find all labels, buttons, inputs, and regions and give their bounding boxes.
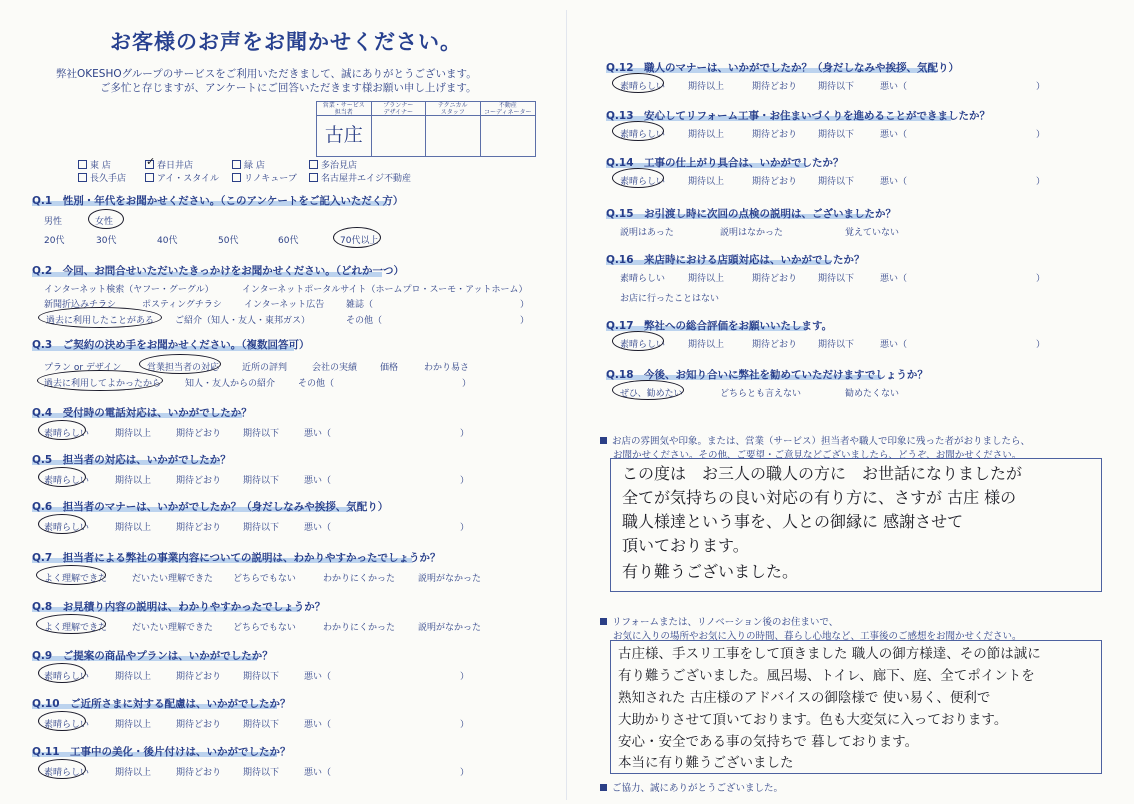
option[interactable]: 期待以下: [243, 768, 280, 778]
comment1-line: 職人様達という事を、人との御縁に 感謝させて: [622, 512, 964, 531]
option[interactable]: プラン or デザイン: [44, 363, 122, 373]
option[interactable]: 期待以上: [688, 130, 725, 140]
option-selected[interactable]: 70代以上: [340, 236, 379, 246]
question-q11: Q.11 工事中の美化・後片付けは、いかがでしたか？: [32, 746, 291, 758]
store-option[interactable]: ✓ 春日井店: [146, 155, 194, 171]
option[interactable]: 悪い（: [304, 523, 332, 533]
option: ）: [1036, 82, 1046, 92]
option[interactable]: 価格: [380, 363, 399, 373]
selection-circle: [612, 331, 664, 351]
option[interactable]: 期待どおり: [752, 274, 798, 284]
checkbox[interactable]: [232, 160, 241, 169]
option[interactable]: 期待どおり: [176, 476, 222, 486]
checkbox[interactable]: [78, 173, 87, 182]
comment2-prompt: リフォームまたは、リノベーション後のお住まいで、: [600, 614, 838, 628]
option-selected[interactable]: 素晴らしい: [44, 523, 90, 533]
comment1-prompt-2: お聞かせください。その他、ご要望・ご意見などございましたら、どうぞ、お聞かせください。: [613, 450, 1022, 461]
option: ）: [1036, 340, 1046, 350]
selection-circle: [612, 380, 684, 400]
footer-thanks: ご協力、誠にありがとうございました。: [600, 780, 783, 794]
option: ）: [460, 429, 470, 439]
option-selected[interactable]: 素晴らしい: [44, 672, 90, 682]
option[interactable]: 期待以上: [115, 720, 152, 730]
option-selected[interactable]: 素晴らしい: [620, 274, 666, 284]
question-q16: Q.16 来店時における店頭対応は、いかがでしたか？: [606, 254, 865, 266]
question-q15: Q.15 お引渡し時に次回の点検の説明は、ございましたか？: [606, 208, 897, 220]
option[interactable]: 説明がなかった: [418, 574, 482, 584]
question-q2: Q.2 今回、お問合せいただいたきっかけをお聞かせください。（どれか一つ）: [32, 265, 404, 277]
option[interactable]: ご紹介（知人・友人・東邦ガス）: [175, 316, 311, 326]
staff-header: テクニカル スタッフ: [426, 102, 481, 116]
option[interactable]: 期待以下: [243, 523, 280, 533]
option[interactable]: 知人・友人からの紹介: [185, 379, 276, 389]
option[interactable]: 勧めたくない: [845, 389, 900, 399]
selection-circle: [38, 711, 86, 731]
option[interactable]: 会社の実績: [312, 363, 358, 373]
checkbox[interactable]: [78, 160, 87, 169]
option[interactable]: 期待どおり: [176, 523, 222, 533]
question-q4: Q.4 受付時の電話対応は、いかがでしたか？: [32, 407, 252, 419]
option-selected[interactable]: 過去に利用してよかったから: [44, 379, 162, 389]
option: ）: [1036, 130, 1046, 140]
option[interactable]: 説明はなかった: [720, 228, 784, 238]
question-q5: Q.5 担当者の対応は、いかがでしたか？: [32, 454, 231, 466]
comment2-line: 熟知された 古庄様のアドバイスの御陰様で 使い易く、便利で: [618, 690, 991, 706]
staff-header: プランナー デザイナー: [372, 102, 427, 116]
option[interactable]: 20代: [44, 236, 65, 246]
option[interactable]: 説明はあった: [620, 228, 674, 238]
selection-circle: [38, 663, 86, 683]
question-q1: Q.1 性別・年代をお聞かせください。（このアンケートをご記入いただく方）: [32, 195, 404, 207]
selection-circle: [36, 565, 106, 585]
option[interactable]: 期待どおり: [176, 768, 222, 778]
comment1-line: 全てが気持ちの良い対応の有り方に、さすが 古庄 様の: [622, 488, 1017, 507]
option-selected[interactable]: 素晴らしい: [44, 429, 90, 439]
question-q6: Q.6 担当者のマナーは、いかがでしたか？（身だしなみや挨拶、気配り）: [32, 501, 389, 513]
selection-circle: [612, 73, 664, 93]
staff-header: 不動産 コーディネーター: [481, 102, 536, 116]
option: ）: [460, 476, 470, 486]
selection-circle: [38, 514, 86, 534]
option[interactable]: 悪い（: [304, 768, 332, 778]
option-selected[interactable]: 素晴らしい: [620, 340, 666, 350]
checkbox[interactable]: [309, 160, 318, 169]
option[interactable]: ポスティングチラシ: [142, 300, 222, 310]
option[interactable]: 悪い（: [304, 429, 332, 439]
option[interactable]: その他（: [298, 379, 335, 389]
option[interactable]: 期待以下: [818, 82, 855, 92]
option-selected[interactable]: 営業担当者の対応: [147, 363, 220, 373]
option[interactable]: だいたい理解できた: [132, 623, 214, 633]
comment1-line: 有り難うございました。: [622, 562, 799, 581]
option[interactable]: わかり易さ: [424, 363, 470, 373]
comment2-line: 大助かりさせて頂いております。色も大変気に入っております。: [618, 712, 1008, 728]
option[interactable]: 期待以下: [243, 476, 280, 486]
selection-circle: [36, 614, 106, 634]
option: ）: [460, 523, 470, 533]
option[interactable]: 覚えていない: [845, 228, 900, 238]
option: ）: [1036, 177, 1046, 187]
page-divider: [566, 10, 567, 800]
store-option[interactable]: 多治見店: [309, 158, 357, 171]
question-q17: Q.17 弊社への総合評価をお願いいたします。: [606, 320, 833, 332]
option[interactable]: 期待どおり: [176, 429, 222, 439]
option-selected[interactable]: 女性: [95, 217, 114, 227]
question-q9: Q.9 ご提案の商品やプランは、いかがでしたか？: [32, 650, 273, 662]
option-selected[interactable]: 過去に利用したことがある: [46, 316, 155, 326]
option[interactable]: 男性: [44, 217, 63, 227]
option[interactable]: 期待以上: [115, 476, 152, 486]
checkbox-checked[interactable]: ✓: [146, 155, 156, 168]
option-selected[interactable]: ぜひ、勧めたい: [620, 389, 683, 399]
checkbox[interactable]: [145, 173, 154, 182]
option[interactable]: 期待どおり: [752, 130, 798, 140]
option[interactable]: 説明がなかった: [418, 623, 482, 633]
option-selected[interactable]: 素晴らしい: [44, 476, 90, 486]
comment2-line: 本当に有り難うございました: [618, 755, 794, 771]
selection-circle: [38, 420, 86, 440]
option[interactable]: 期待以上: [688, 340, 725, 350]
option[interactable]: 50代: [218, 236, 239, 246]
selection-circle: [38, 759, 86, 779]
question-q8: Q.8 お見積り内容の説明は、わかりやすかったでしょうか？: [32, 601, 326, 613]
option[interactable]: 悪い（: [304, 672, 332, 682]
option[interactable]: インターネット広告: [244, 300, 325, 310]
option-selected[interactable]: 素晴らしい: [44, 720, 90, 730]
comment1-line: 頂いております。: [622, 536, 749, 555]
option[interactable]: 期待どおり: [752, 340, 798, 350]
checkbox[interactable]: [232, 173, 241, 182]
option[interactable]: 期待どおり: [176, 672, 222, 682]
option[interactable]: 期待どおり: [752, 82, 798, 92]
store-option[interactable]: 名古屋井エイジ不動産: [309, 171, 411, 184]
option[interactable]: 期待以下: [818, 340, 855, 350]
question-q7: Q.7 担当者による弊社の事業内容についての説明は、わかりやすかったでしょうか？: [32, 552, 441, 564]
option[interactable]: 期待以下: [243, 429, 280, 439]
option[interactable]: 悪い（: [304, 720, 332, 730]
option[interactable]: だいたい理解できた: [132, 574, 214, 584]
store-option[interactable]: 東 店: [78, 158, 111, 171]
option[interactable]: インターネットポータルサイト（ホームプロ・スーモ・アットホーム）: [242, 285, 528, 295]
option[interactable]: わかりにくかった: [323, 623, 396, 633]
comment1-prompt: お店の雰囲気や印象。または、営業（サービス）担当者や職人で印象に残った者がおりましたら、: [600, 433, 1030, 447]
option-selected[interactable]: 素晴らしい: [620, 82, 666, 92]
staff-header: 営業・サービス 担当者: [317, 102, 372, 116]
question-q12: Q.12 職人のマナーは、いかがでしたか？（身だしなみや挨拶、気配り）: [606, 62, 960, 74]
option: ）: [460, 720, 470, 730]
option-selected[interactable]: 素晴らしい: [44, 768, 90, 778]
option[interactable]: 期待どおり: [176, 720, 222, 730]
option[interactable]: お店に行ったことはない: [620, 294, 720, 304]
option[interactable]: 近所の評判: [242, 363, 288, 373]
option[interactable]: どちらでもない: [233, 623, 296, 633]
comment2-line: 有り難うございました。風呂場、トイレ、廊下、庭、全てポイントを: [618, 668, 1035, 684]
option[interactable]: 期待以上: [688, 177, 725, 187]
option[interactable]: 期待以下: [818, 274, 855, 284]
option[interactable]: 期待以上: [115, 523, 152, 533]
option[interactable]: どちらでもない: [233, 574, 296, 584]
option[interactable]: 悪い（: [880, 177, 908, 187]
option[interactable]: 期待以上: [688, 274, 725, 284]
option[interactable]: 期待以上: [115, 768, 152, 778]
option[interactable]: 期待以上: [115, 672, 152, 682]
staff-table: [316, 101, 536, 157]
option-selected[interactable]: よく理解できた: [44, 574, 108, 584]
option[interactable]: 悪い（: [880, 130, 908, 140]
option-selected[interactable]: よく理解できた: [44, 623, 108, 633]
question-q18: Q.18 今後、お知り合いに弊社を勧めていただけますでしょうか？: [606, 369, 928, 381]
option[interactable]: 期待どおり: [752, 177, 798, 187]
option: ）: [460, 672, 470, 682]
option[interactable]: 60代: [278, 236, 299, 246]
option: ）: [1036, 274, 1046, 284]
checkbox[interactable]: [309, 173, 318, 182]
page-title: お客様のお声をお聞かせください。: [110, 30, 462, 54]
intro-line-1: 弊社OKESHOグループのサービスをご利用いただきまして、誠にありがとうございます。: [56, 68, 477, 80]
store-option[interactable]: 緑 店: [232, 158, 265, 171]
comment2-line: 古庄様、手スリ工事をして頂きました 職人の御方様達、その節は誠に: [618, 646, 1041, 662]
store-option[interactable]: 長久手店: [78, 171, 126, 184]
option[interactable]: 悪い（: [304, 476, 332, 486]
store-option[interactable]: リノキューブ: [232, 171, 297, 184]
option[interactable]: 悪い（: [880, 274, 908, 284]
comment1-line: この度は お三人の職人の方に お世話になりましたが: [622, 464, 1023, 483]
comment2-line: 安心・安全である事の気持ちで 暮しております。: [618, 734, 919, 750]
intro-line-2: ご多忙と存じますが、アンケートにご回答いただきます様お願い申し上げます。: [100, 82, 477, 94]
option[interactable]: 期待以下: [243, 720, 280, 730]
comment2-prompt-2: お気に入りの場所やお気に入りの時間、暮らし心地など、工事後のご感想をお聞かせください。: [613, 631, 1022, 642]
selection-circle: [612, 121, 664, 141]
question-q3: Q.3 ご契約の決め手をお聞かせください。（複数回答可）: [32, 339, 310, 351]
question-q13: Q.13 安心してリフォーム工事・お住まいづくりを進めることができましたか？: [606, 110, 991, 122]
option[interactable]: 期待以上: [688, 82, 725, 92]
option[interactable]: インターネット検索（ヤフー・グーグル）: [44, 285, 214, 295]
option-selected[interactable]: 素晴らしい: [620, 130, 666, 140]
option[interactable]: 悪い（: [880, 82, 908, 92]
option[interactable]: 新聞折込みチラシ: [44, 300, 117, 310]
option[interactable]: その他（: [346, 316, 383, 326]
selection-circle: [38, 467, 86, 487]
staff-value[interactable]: [426, 116, 481, 156]
question-q10: Q.10 ご近所さまに対する配慮は、いかがでしたか？: [32, 698, 291, 710]
option[interactable]: 期待以下: [818, 130, 855, 140]
staff-value-sales[interactable]: 古庄: [317, 116, 372, 156]
option[interactable]: 雑誌（: [346, 300, 374, 310]
store-option[interactable]: アイ・スタイル: [145, 171, 219, 184]
option[interactable]: どちらとも言えない: [720, 389, 802, 399]
option[interactable]: 期待以下: [818, 177, 855, 187]
option[interactable]: わかりにくかった: [323, 574, 396, 584]
option[interactable]: 40代: [157, 236, 178, 246]
option[interactable]: 30代: [96, 236, 117, 246]
option: ）: [460, 768, 470, 778]
option[interactable]: 悪い（: [880, 340, 908, 350]
question-q14: Q.14 工事の仕上がり具合は、いかがでしたか？: [606, 157, 844, 169]
option[interactable]: 期待以上: [115, 429, 152, 439]
option[interactable]: 期待以下: [243, 672, 280, 682]
staff-value[interactable]: [372, 116, 427, 156]
option-selected[interactable]: 素晴らしい: [620, 177, 666, 187]
selection-circle: [612, 168, 664, 188]
staff-value[interactable]: [481, 116, 536, 156]
